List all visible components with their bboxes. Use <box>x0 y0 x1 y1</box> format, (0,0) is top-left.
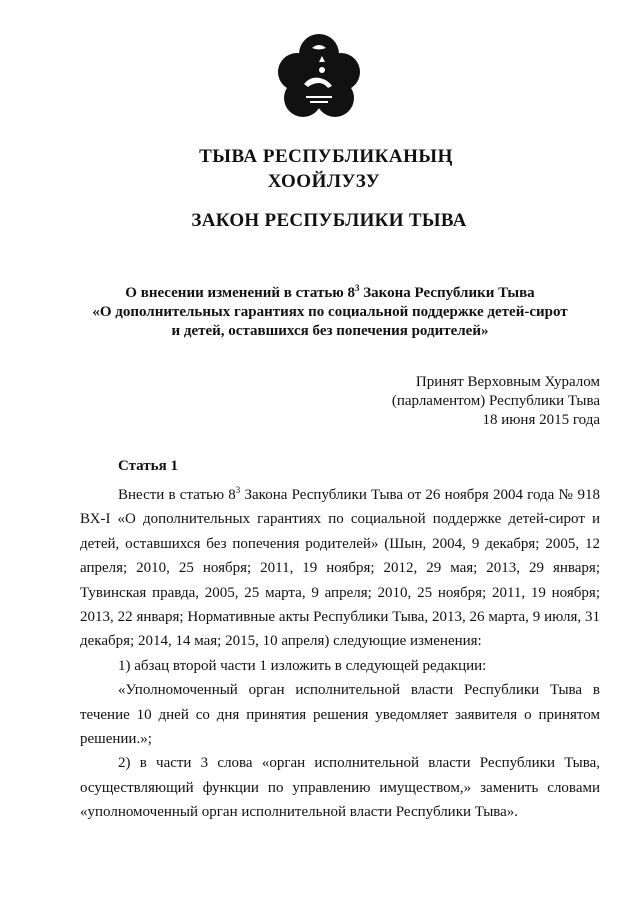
adoption-line-1: Принят Верховным Хуралом <box>415 374 600 390</box>
adoption-block <box>392 373 600 430</box>
law-subject <box>60 284 600 341</box>
article-item-1-quote: «Уполномоченный орган исполнительной власти Республики Тыва в течение 10 дней со дня принятия решения уведомляет заявителя о принятом решении.»; <box>80 682 600 748</box>
article-heading: Статья 1 <box>118 458 178 474</box>
law-title: ЗАКОН РЕСПУБЛИКИ ТЫВА <box>191 210 467 231</box>
header-line-1: ТЫВА РЕСПУБЛИКАНЫҢ <box>199 146 453 167</box>
subject-line-3: и детей, оставшихся без попечения родителей» <box>171 323 489 339</box>
article-body <box>80 483 600 825</box>
article-intro: Внести в статью $8^3$ Закона Республики Тыва от 26 ноября 2004 года № 918 ВХ-I «О дополнительных гарантиях по социальной поддержке детей-сирот и детей, оставшихся без попечения родителей» (Шын, 2004, 9 декабря; 2005, 12 апреля; 2010, 25 ноября; 2011, 19 ноября; 2012, 29 мая; 2013, 29 января; Тувинская правда, 2005, 25 марта, 9 апреля; 2010, 25 ноября; 2011, 19 ноября; 2013, 22 января; Нормативные акты Республики Тыва, 2013, 26 марта, 9 июля, 31 декабря; 2014, 14 мая; 2015, 10 апреля) следующие изменения: <box>80 485 601 650</box>
article-item-2: 2) в части 3 слова «орган исполнительной власти Республики Тыва, осуществляющий функции по управлению имуществом,» заменить словами «уполномоченный орган исполнительной власти Республики Тыва». <box>80 755 600 821</box>
tuva-emblem-icon <box>276 32 362 124</box>
subject-line-1: О внесении изменений в статью $8^3$ Закона Республики Тыва <box>125 283 535 301</box>
adoption-date: 18 июня 2015 года <box>482 412 600 428</box>
adoption-line-2: (парламентом) Республики Тыва <box>391 393 600 409</box>
subject-line-2: «О дополнительных гарантиях по социальной поддержке детей-сирот <box>92 304 568 320</box>
article-item-1: 1) абзац второй части 1 изложить в следующей редакции: <box>118 657 487 674</box>
header-line-2: ХООЙЛУЗУ <box>267 171 381 192</box>
